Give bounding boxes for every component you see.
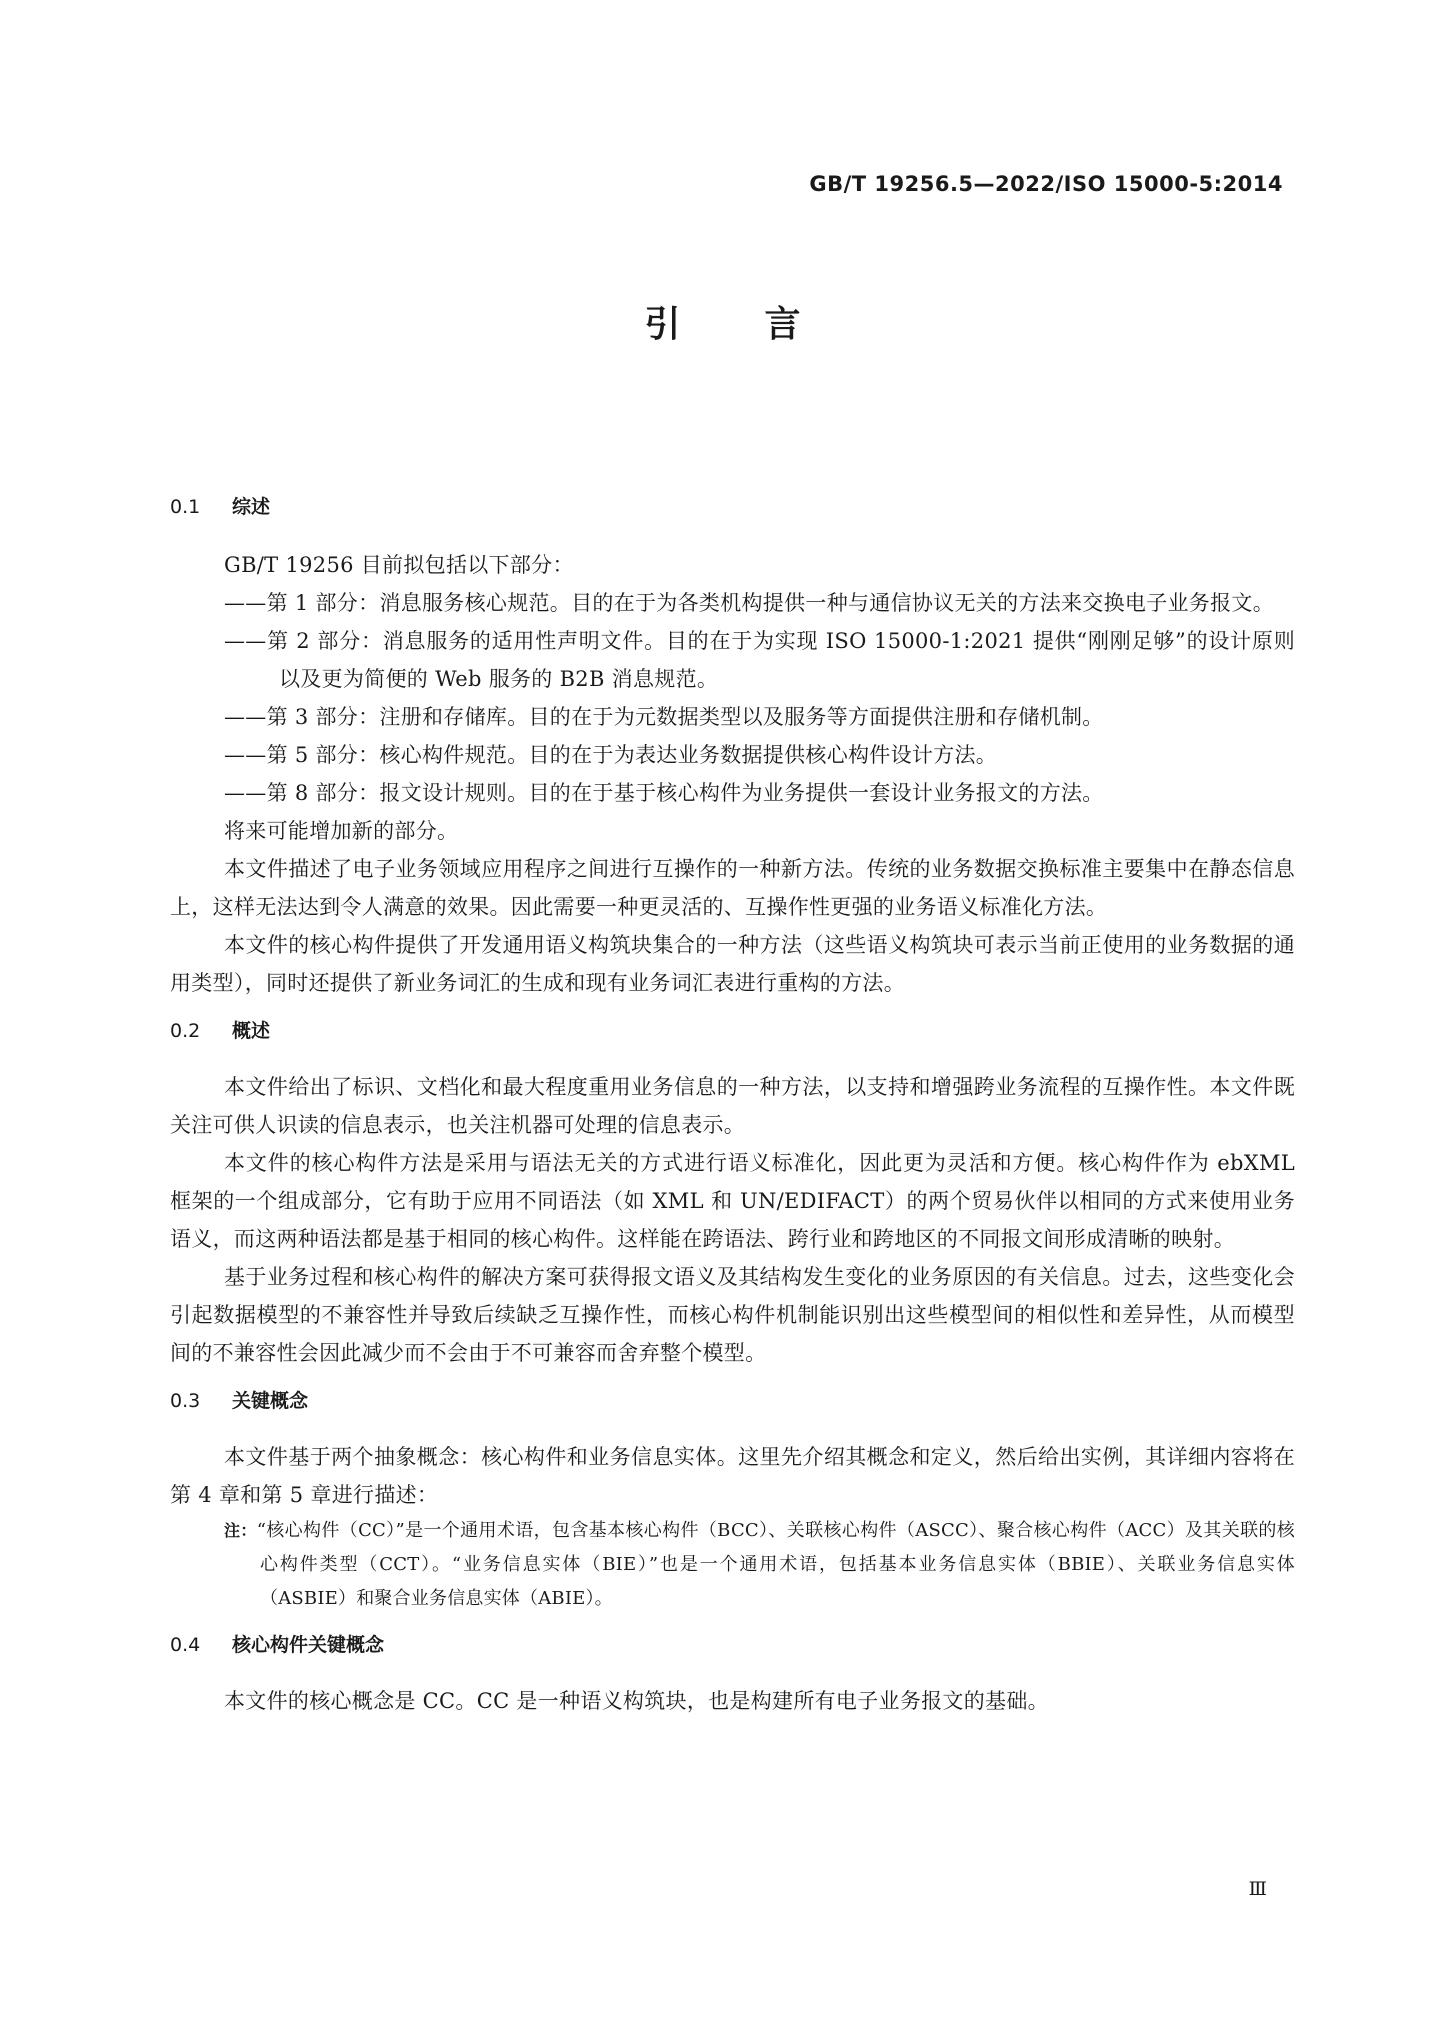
note-text: “核心构件（CC）”是一个通用术语，包含基本核心构件（BCC）、关联核心构件（ASCC）、聚合核心构件（ACC）及其关联的核心构件类型（CCT）。“业务信息实体（BIE）”也是一个通用术语，包括基本业务信息实体（BBIE）、关联业务信息实体（ASBIE）和聚合业务信息实体（ABIE）。 — [256, 1520, 1295, 1609]
list-item: ——第 5 部分：核心构件规范。目的在于为表达业务数据提供核心构件设计方法。 — [224, 743, 998, 767]
paragraph: 本文件的核心概念是 CC。CC 是一种语义构筑块，也是构建所有电子业务报文的基础。 — [224, 1689, 1049, 1713]
section-title: 核心构件关键概念 — [232, 1634, 385, 1656]
section-number: 0.1 — [170, 496, 201, 518]
paragraph: 本文件基于两个抽象概念：核心构件和业务信息实体。这里先介绍其概念和定义，然后给出实例，其详细内容将在第 4 章和第 5 章进行描述： — [170, 1445, 1295, 1507]
title-char-2: 言 — [764, 304, 801, 345]
section-title: 关键概念 — [232, 1390, 309, 1412]
section-heading-0-2 — [170, 1002, 1295, 1060]
paragraph: 本文件给出了标识、文档化和最大程度重用业务信息的一种方法，以支持和增强跨业务流程的互操作性。本文件既关注可供人识读的信息表示，也关注机器可处理的信息表示。 — [170, 1075, 1295, 1137]
section-heading-0-1 — [170, 478, 1295, 536]
note-label: 注： — [224, 1521, 257, 1540]
list-item: ——第 8 部分：报文设计规则。目的在于基于核心构件为业务提供一套设计业务报文的方法。 — [224, 781, 1104, 805]
paragraph: 本文件的核心构件提供了开发通用语义构筑块集合的一种方法（这些语义构筑块可表示当前正使用的业务数据的通用类型），同时还提供了新业务词汇的生成和现有业务词汇表进行重构的方法。 — [170, 933, 1295, 995]
title-char-1: 引 — [644, 304, 681, 345]
section-heading-0-4 — [170, 1616, 1295, 1674]
standard-code-header: GB/T 19256.5—2022/ISO 15000-5:2014 — [809, 172, 1283, 196]
section-heading-0-3 — [170, 1372, 1295, 1430]
section-title: 概述 — [232, 1020, 271, 1042]
section-title: 综述 — [232, 496, 271, 518]
paragraph: 基于业务过程和核心构件的解决方案可获得报文语义及其结构发生变化的业务原因的有关信息。过去，这些变化会引起数据模型的不兼容性并导致后续缺乏互操作性，而核心构件机制能识别出这些模型间的相似性和差异性，从而模型间的不兼容性会因此减少而不会由于不可兼容而舍弃整个模型。 — [170, 1265, 1295, 1365]
list-item: ——第 1 部分：消息服务核心规范。目的在于为各类机构提供一种与通信协议无关的方法来交换电子业务报文。 — [224, 591, 1275, 615]
section-number: 0.2 — [170, 1020, 201, 1042]
page-number: Ⅲ — [1248, 1878, 1267, 1900]
note — [170, 1514, 1295, 1616]
document-body — [170, 478, 1295, 1720]
paragraph: 本文件的核心构件方法是采用与语法无关的方式进行语义标准化，因此更为灵活和方便。核心构件作为 ebXML 框架的一个组成部分，它有助于应用不同语法（如 XML 和 UN/EDIFACT）的两个贸易伙伴以相同的方式来使用业务语义，而这两种语法都是基于相同的核心构件。这样能在跨语法、跨行业和跨地区的不同报文间形成清晰的映射。 — [170, 1151, 1295, 1251]
paragraph: GB/T 19256 目前拟包括以下部分： — [224, 553, 574, 577]
paragraph: 本文件描述了电子业务领域应用程序之间进行互操作的一种新方法。传统的业务数据交换标准主要集中在静态信息上，这样无法达到令人满意的效果。因此需要一种更灵活的、互操作性更强的业务语义标准化方法。 — [170, 857, 1295, 919]
section-number: 0.3 — [170, 1390, 201, 1412]
page-title — [0, 296, 1445, 347]
list-item: ——第 2 部分：消息服务的适用性声明文件。目的在于为实现 ISO 15000-1:2021 提供“刚刚足够”的设计原则以及更为简便的 Web 服务的 B2B 消息规范。 — [224, 629, 1295, 691]
section-number: 0.4 — [170, 1634, 201, 1656]
list-item: ——第 3 部分：注册和存储库。目的在于为元数据类型以及服务等方面提供注册和存储机制。 — [224, 705, 1104, 729]
paragraph: 将来可能增加新的部分。 — [224, 819, 459, 843]
